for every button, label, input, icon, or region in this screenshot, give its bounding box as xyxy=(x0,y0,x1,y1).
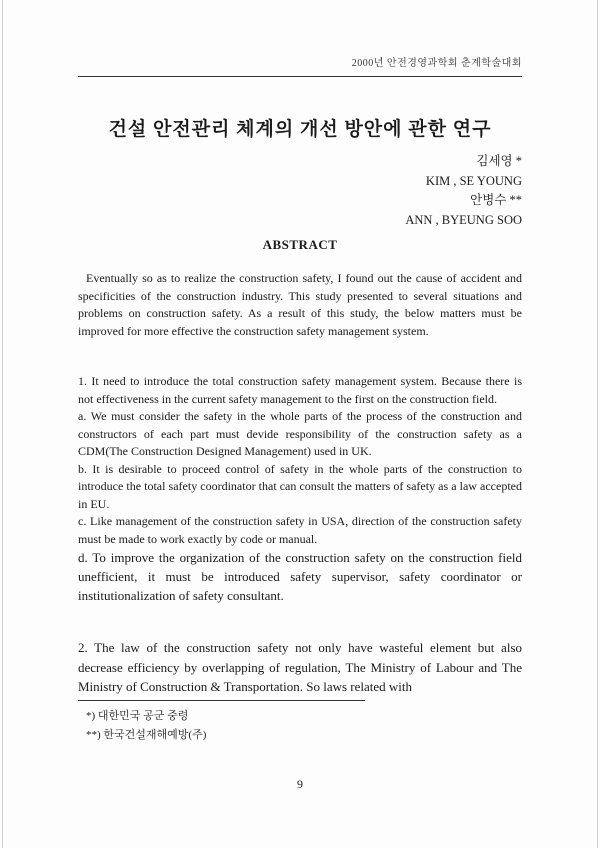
footnote-rule xyxy=(78,700,365,701)
footnotes xyxy=(86,707,206,745)
abstract-item-d: d. To improve the organization of the construction safety on the construction field unefficient, it must be introduced safety supervisor, safety coordinator or institutionalization of safety consultant. xyxy=(78,550,522,603)
abstract-item-a: a. We must consider the safety in the whole parts of the process of the construction and constructors of each part must devide responsibility of the construction safety as a CDM(The Construction Designed Management) used in UK. xyxy=(78,409,522,458)
author-english-2: ANN , BYEUNG SOO xyxy=(405,212,522,227)
page-edge-left xyxy=(2,0,3,848)
abstract-intro xyxy=(78,270,522,340)
abstract-item-list xyxy=(78,373,522,605)
author-block xyxy=(405,152,522,230)
abstract-intro-text: Eventually so as to realize the construction safety, I found out the cause of accident and specificities of the construction industry. This study presented to several situations and problems on construction safety. As a result of this study, the below matters must be improved for more effective the construction safety management system. xyxy=(78,271,522,338)
header-rule xyxy=(78,76,522,77)
footnote-1: *) 대한민국 공군 중령 xyxy=(86,710,189,722)
author-korean-1: 김세영 * xyxy=(476,154,522,168)
abstract-item-c: c. Like management of the construction safety in USA, direction of the construction safety must be made to work exactly by code or manual. xyxy=(78,514,522,546)
footnote-2: **) 한국건설재해예방(주) xyxy=(86,729,207,741)
running-header: 2000년 안전경영과학회 춘계학술대회 xyxy=(351,58,522,69)
paper-title: 건설 안전관리 체계의 개선 방안에 관한 연구 xyxy=(108,119,492,140)
abstract-item-b: b. It is desirable to proceed control of safety in the whole parts of the construction to introduce the total safety coordinator that can consult the matters of safety as a law accepted in EU. xyxy=(78,461,522,511)
abstract-item-2 xyxy=(78,638,522,697)
abstract-item-2-text: 2. The law of the construction safety not only have wasteful element but also decrease efficiency by overlapping of regulation, The Ministry of Labour and The Ministry of Construction & Transportation. So laws related with xyxy=(78,640,522,694)
author-english-1: KIM , SE YOUNG xyxy=(425,173,522,188)
page-number: 9 xyxy=(297,777,303,791)
abstract-item-1: 1. It need to introduce the total construction safety management system. Because there is not effectiveness in the current safety management to the first on the construction field. xyxy=(78,374,522,406)
page-edge-right xyxy=(597,0,598,848)
author-korean-2: 안병수 ** xyxy=(470,193,522,207)
abstract-heading: ABSTRACT xyxy=(262,237,338,252)
